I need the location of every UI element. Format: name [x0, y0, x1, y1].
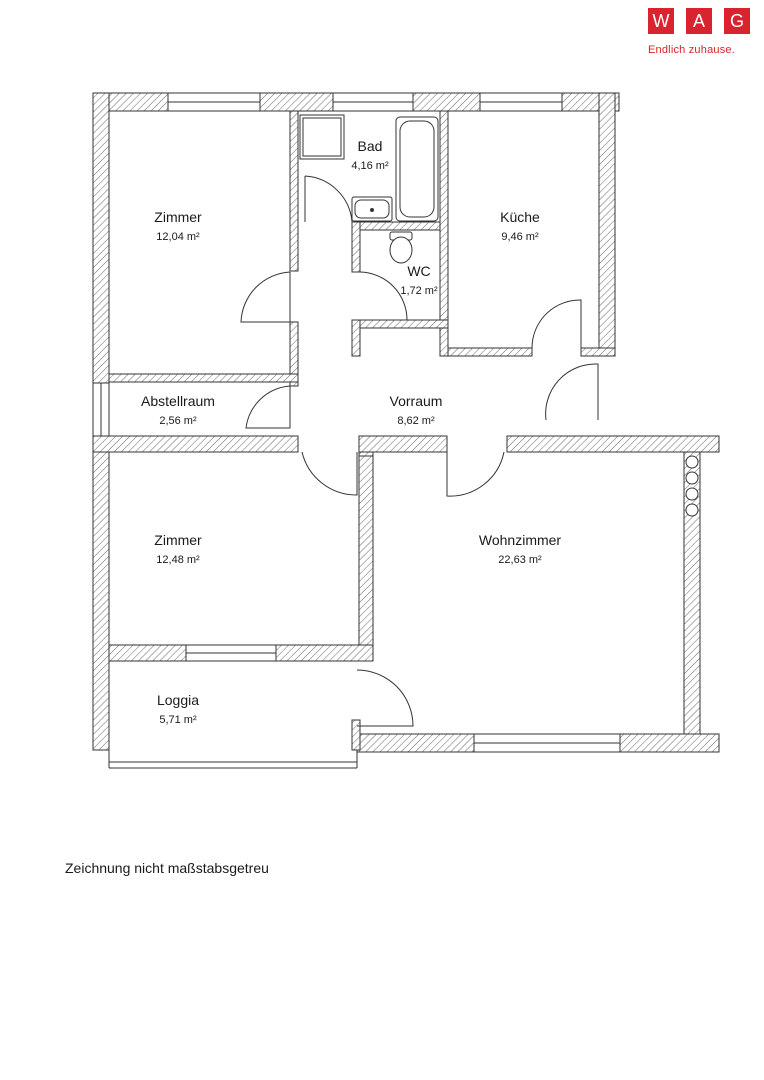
- wall-zimmer1-vorraum: [290, 322, 298, 382]
- wall-wohn-top-left: [359, 436, 447, 452]
- wall-left-upper: [93, 93, 109, 383]
- room-name-loggia: Loggia: [156, 692, 200, 708]
- wall-wohn-top-right: [507, 436, 719, 452]
- room-name-wohnzimmer: Wohnzimmer: [478, 532, 562, 548]
- room-area-wc: 1,72 m²: [400, 285, 438, 297]
- wall-zimmer2-right-cap: [359, 452, 373, 456]
- wall-zimmer1-bad: [290, 111, 298, 271]
- wall-zimmer2-right: [359, 436, 373, 661]
- wall-kueche-bottom-right: [581, 348, 615, 356]
- room-name-bad: Bad: [357, 138, 383, 154]
- wall-bad-wc: [352, 222, 440, 230]
- room-area-zimmer1: 12,04 m²: [156, 231, 200, 243]
- scale-disclaimer: Zeichnung nicht maßstabsgetreu: [65, 860, 269, 876]
- logo-letter-w: W: [648, 8, 674, 34]
- wall-wc-stub: [352, 320, 360, 356]
- room-name-wc: WC: [407, 263, 431, 279]
- logo-letter-g: G: [724, 8, 750, 34]
- room-area-wohnzimmer: 22,63 m²: [498, 554, 542, 566]
- room-area-kueche: 9,46 m²: [501, 231, 539, 243]
- room-name-vorraum: Vorraum: [389, 393, 443, 409]
- logo-tagline: Endlich zuhause.: [648, 44, 735, 56]
- wall-bad-kueche: [440, 111, 448, 356]
- wall-wc-left: [352, 222, 360, 272]
- vent-icon: [686, 456, 698, 468]
- logo-letter-a: A: [686, 8, 712, 34]
- room-name-zimmer1: Zimmer: [154, 209, 202, 225]
- room-area-abstellraum: 2,56 m²: [159, 415, 197, 427]
- room-name-abstellraum: Abstellraum: [141, 393, 215, 409]
- wall-left-lower: [93, 436, 109, 750]
- room-area-vorraum: 8,62 m²: [397, 415, 435, 427]
- wall-right-kitchen: [599, 93, 615, 355]
- room-area-loggia: 5,71 m²: [159, 714, 197, 726]
- loggia-railing: [109, 750, 357, 768]
- wall-wc-bottom: [352, 320, 448, 328]
- wall-zimmer1-bottom: [109, 374, 298, 382]
- room-area-bad: 4,16 m²: [351, 160, 389, 172]
- room-name-zimmer2: Zimmer: [154, 532, 202, 548]
- wall-abst-cap: [290, 382, 298, 386]
- room-area-zimmer2: 12,48 m²: [156, 554, 200, 566]
- wall-kueche-bottom-left: [448, 348, 532, 356]
- wall-loggia-right: [352, 720, 360, 750]
- wall-zimmer2-top: [93, 436, 298, 452]
- room-name-kueche: Küche: [500, 209, 540, 225]
- room-labels: [141, 138, 561, 726]
